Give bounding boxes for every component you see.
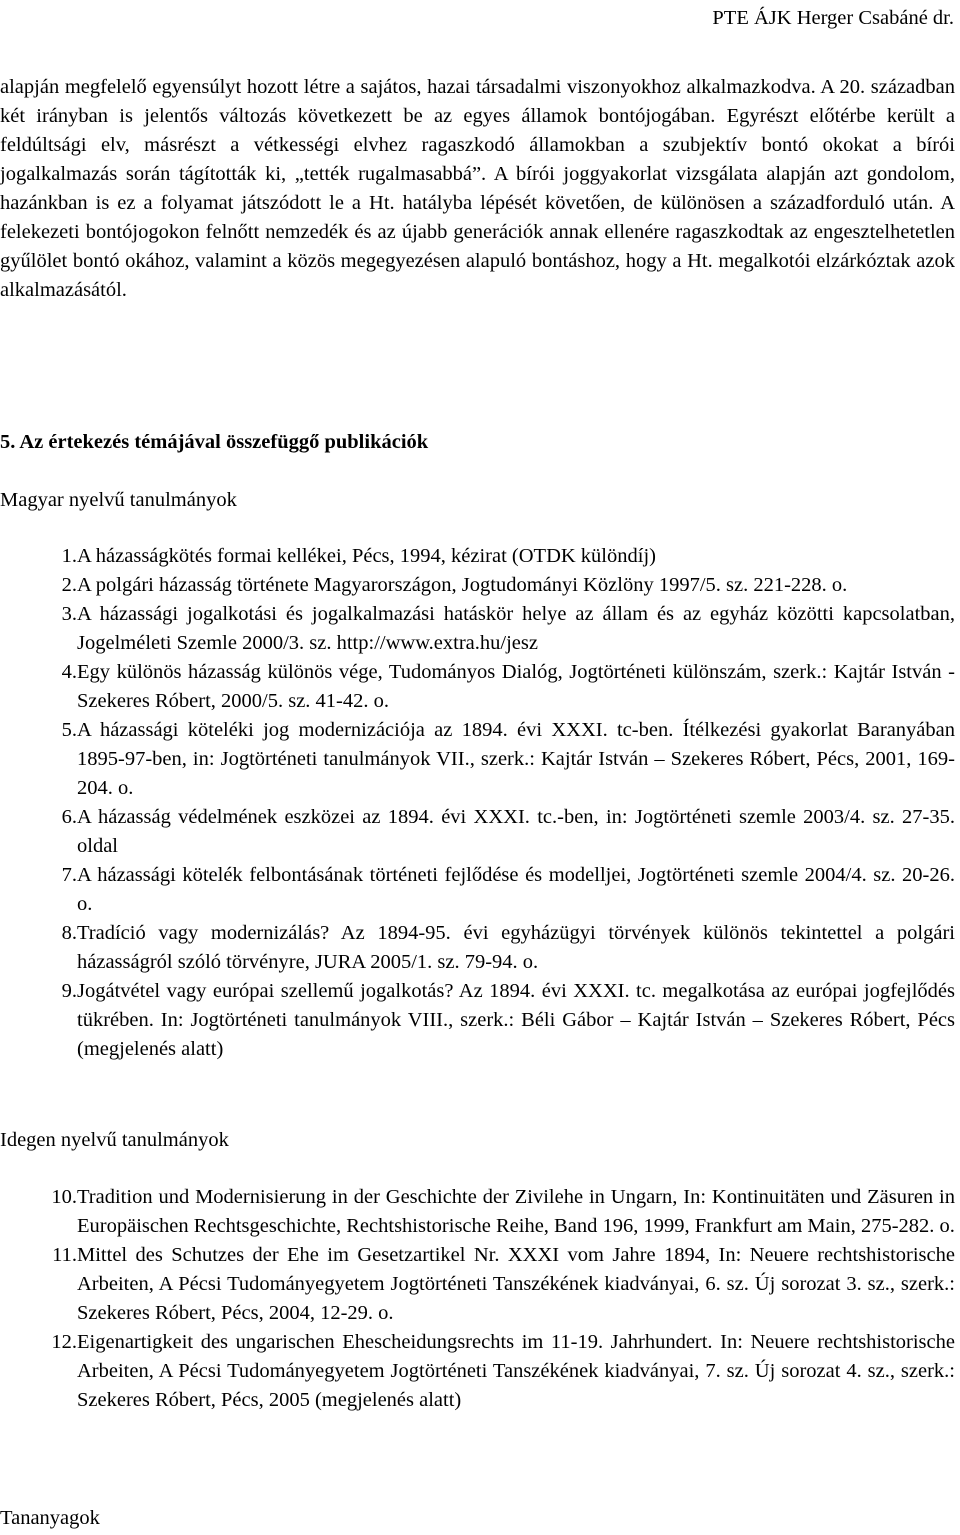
publication-text: Egy különös házasság különös vége, Tudományos Dialóg, Jogtörténeti különszám, szerk.: Kajtár István - Szekeres Róbert, 2000/5. sz. 41-42. o.	[77, 661, 955, 712]
publication-text: Mittel des Schutzes der Ehe im Gesetzartikel Nr. XXXI vom Jahre 1894, In: Neuere rechtshistorische Arbeiten, A Pécsi Tudományegyetem Jogtörténeti Tanszékének kiadványai, 6. sz. Új sorozat 3. sz., szerk.: Szekeres Róbert, Pécs, 2004, 12-29. o.	[77, 1244, 955, 1324]
publication-number: 9.	[61, 980, 77, 1002]
publication-text: A házasság védelmének eszközei az 1894. évi XXXI. tc.-ben, in: Jogtörténeti szemle 2003/4. sz. 27-35. oldal	[77, 806, 955, 857]
publication-item	[0, 1183, 955, 1241]
publication-number: 10.	[51, 1186, 77, 1208]
publication-item	[0, 600, 955, 658]
publication-text: Tradíció vagy modernizálás? Az 1894-95. évi egyházügyi törvények különös tekintettel a polgári házasságról szóló törvényre, JURA 2005/1. sz. 79-94. o.	[77, 922, 955, 973]
publication-text: A polgári házasság története Magyarországon, Jogtudományi Közlöny 1997/5. sz. 221-228. o.	[77, 574, 848, 596]
publication-text: A házasságkötés formai kellékei, Pécs, 1994, kézirat (OTDK különdíj)	[77, 545, 656, 567]
publication-number: 1.	[61, 545, 77, 567]
publication-number: 3.	[61, 603, 77, 625]
publication-number: 7.	[61, 864, 77, 886]
publication-number: 12.	[51, 1331, 77, 1353]
publication-item	[0, 1241, 955, 1328]
publication-item	[0, 716, 955, 803]
publication-item	[0, 919, 955, 977]
publication-text: Tradition und Modernisierung in der Geschichte der Zivilehe in Ungarn, In: Kontinuitäten und Zäsuren in Europäischen Rechtsgeschichte, Rechtshistorische Reihe, Band 196, 1999, Frankfurt am Main, 275-282. o.	[77, 1186, 955, 1237]
publication-text: Eigenartigkeit des ungarischen Ehescheidungsrechts im 11-19. Jahrhundert. In: Neuere rechtshistorische Arbeiten, A Pécsi Tudományegyetem Jogtörténeti Tanszékének kiadványai, 7. sz. Új sorozat 4. sz., szerk.: Szekeres Róbert, Pécs, 2005 (megjelenés alatt)	[77, 1331, 955, 1411]
publication-item	[0, 861, 955, 919]
publication-item	[0, 1328, 955, 1415]
publication-item	[0, 803, 955, 861]
foreign-publication-list	[0, 1183, 955, 1415]
publication-item	[0, 571, 955, 600]
publication-number: 11.	[52, 1244, 77, 1266]
publication-number: 5.	[61, 719, 77, 741]
publication-number: 8.	[61, 922, 77, 944]
publication-text: A házassági köteléki jog modernizációja az 1894. évi XXXI. tc-ben. Ítélkezési gyakorlat Baranyában 1895-97-ben, in: Jogtörténeti tanulmányok VII., szerk.: Kajtár István – Szekeres Róbert, Pécs, 2001, 169-204. o.	[77, 719, 955, 799]
publication-text: Jogátvétel vagy európai szellemű jogalkotás? Az 1894. évi XXXI. tc. megalkotása az európai jogfejlődés tükrében. In: Jogtörténeti tanulmányok VIII., szerk.: Béli Gábor – Kajtár István – Szekeres Róbert, Pécs (megjelenés alatt)	[77, 980, 955, 1060]
publication-item	[0, 977, 955, 1064]
section-title: 5. Az értekezés témájával összefüggő publikációk	[0, 431, 429, 453]
hungarian-studies-heading: Magyar nyelvű tanulmányok	[0, 489, 237, 511]
teaching-materials-heading: Tananyagok	[0, 1507, 100, 1529]
publication-text: A házassági jogalkotási és jogalkalmazási hatáskör helye az állam és az egyház közötti kapcsolatban, Jogelméleti Szemle 2000/3. sz. http://www.extra.hu/jesz	[77, 603, 955, 654]
running-head: PTE ÁJK Herger Csabáné dr.	[712, 7, 954, 29]
publication-number: 4.	[61, 661, 77, 683]
foreign-studies-heading: Idegen nyelvű tanulmányok	[0, 1129, 229, 1151]
publication-item	[0, 542, 955, 571]
hungarian-publication-list	[0, 542, 955, 1064]
publication-text: A házassági kötelék felbontásának történeti fejlődése és modelljei, Jogtörténeti szemle 2004/4. sz. 20-26. o.	[77, 864, 955, 915]
publication-number: 6.	[61, 806, 77, 828]
publication-item	[0, 658, 955, 716]
intro-paragraph: alapján megfelelő egyensúlyt hozott létre a sajátos, hazai társadalmi viszonyokhoz alkalmazkodva. A 20. században két irányban is jelentős változás következett be az egyes államok bontójogában. Egyrészt előtérbe került a feldúltsági elv, másrészt a vétkességi elvhez ragaszkodó államokban a szubjektív bontó okokat a bírói jogalkalmazás során tágították ki, „tették rugalmasabbá”. A bírói joggyakorlat vizsgálata alapján azt gondolom, hazánkban is ez a folyamat játszódott le a Ht. hatályba lépését követően, de különösen a századforduló után. A felekezeti bontójogokon felnőtt nemzedék és az újabb generációk annak ellenére ragaszkodtak az engesztelhetetlen gyűlölet bontó okához, valamint a közös megegyezésen alapuló bontáshoz, hogy a Ht. megalkotói elzárkóztak azok alkalmazásától.	[0, 76, 955, 301]
publication-number: 2.	[61, 574, 77, 596]
